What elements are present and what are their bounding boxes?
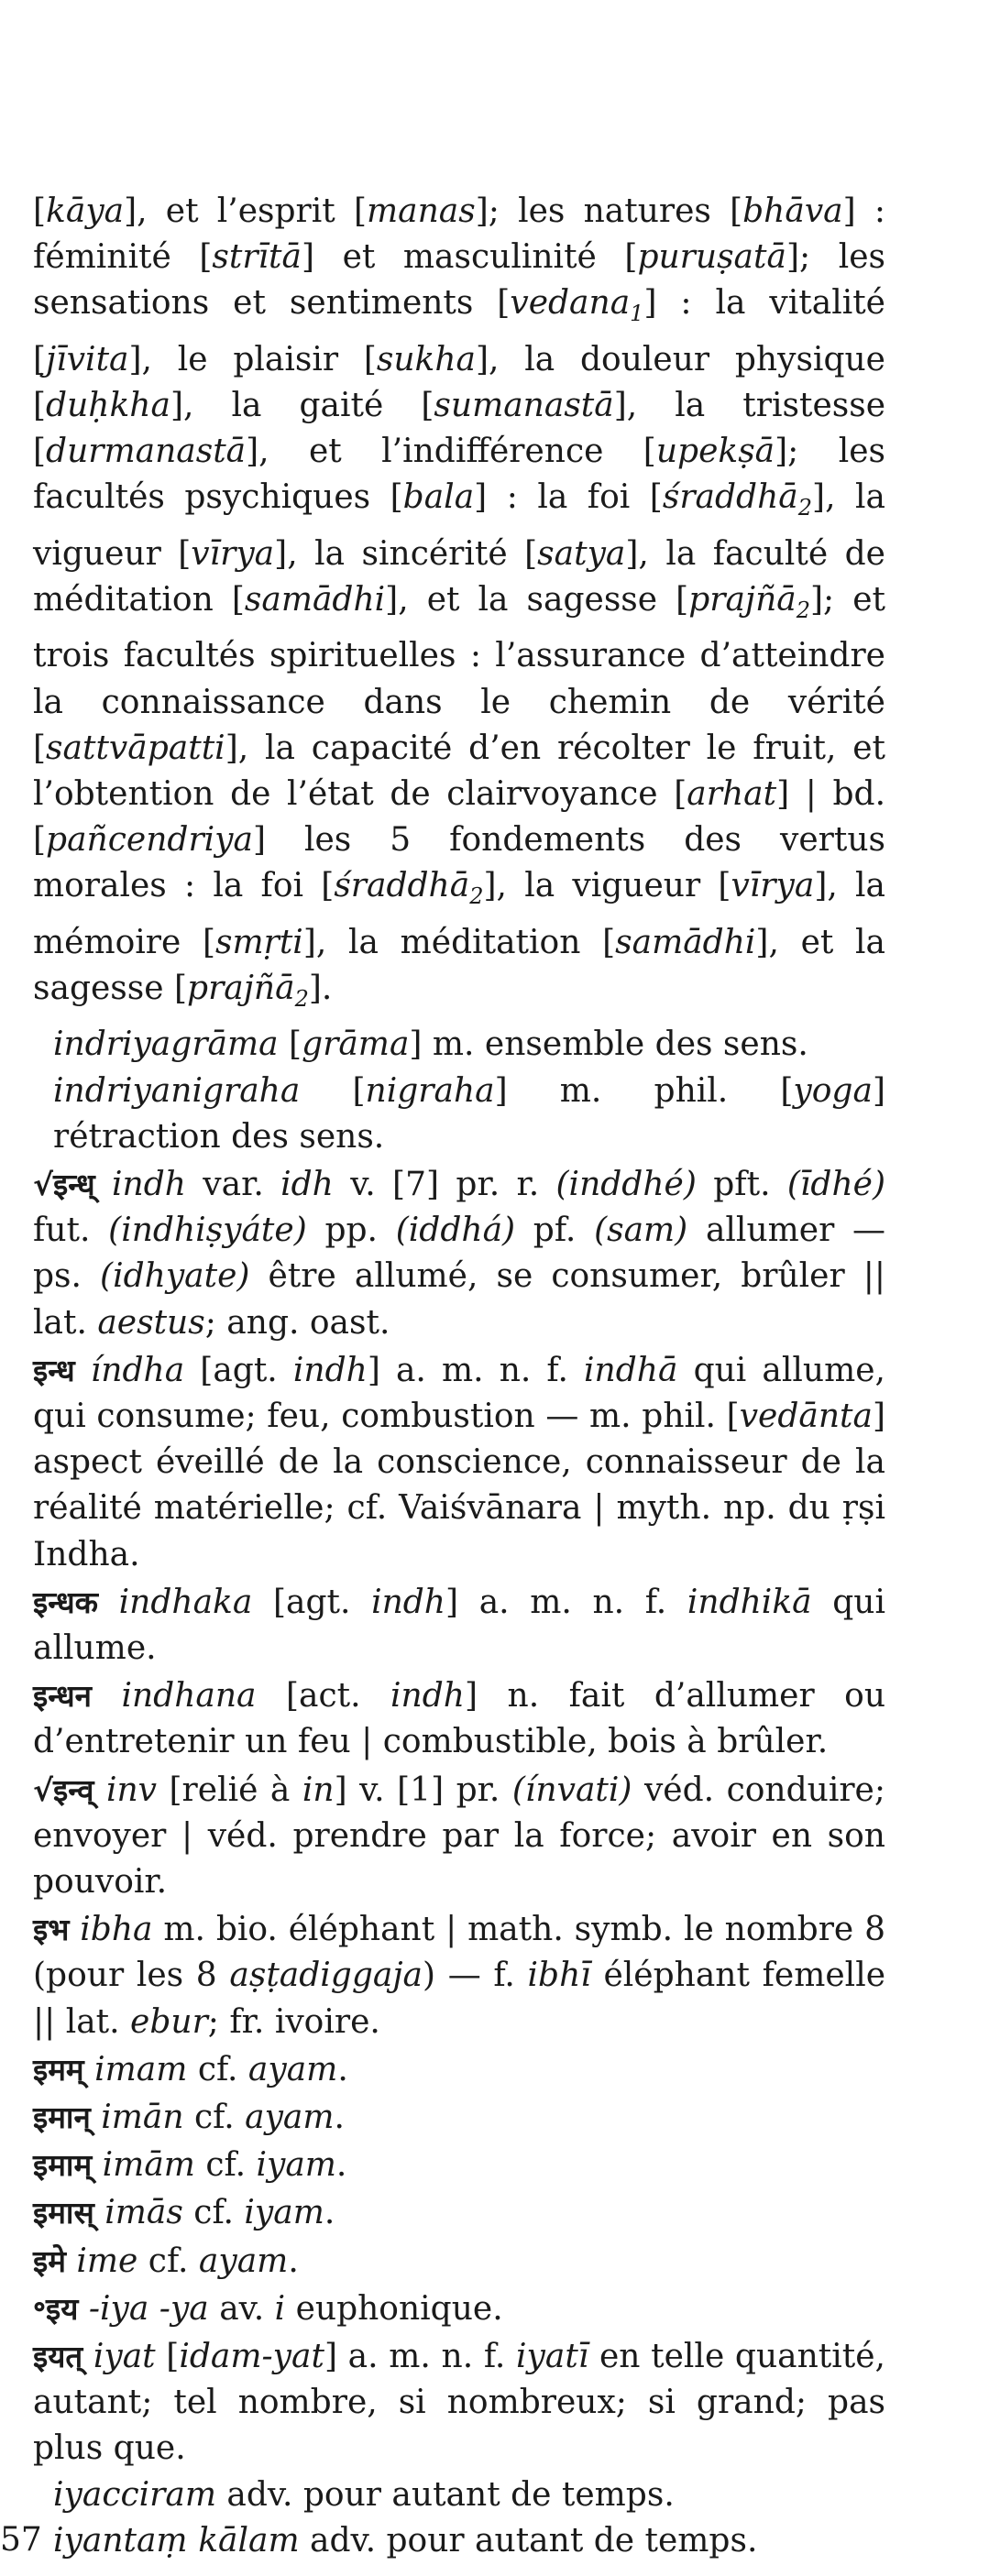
dictionary-entry: इन्धक indhaka [agt. indh] a. m. n. f. indhikā qui allume. xyxy=(33,1583,885,1668)
dictionary-entry: इमे ime cf. ayam. xyxy=(33,2242,299,2280)
dictionary-entry: इमम् imam cf. ayam. xyxy=(33,2050,348,2088)
dictionary-entry: ॰इय -iya -ya av. i euphonique. xyxy=(33,2289,503,2328)
dictionary-entry: इमास् imās cf. iyam. xyxy=(33,2194,335,2232)
dictionary-entry: √इन्व् inv [relié à in] v. [1] pr. (ínvati) véd. conduire; envoyer | véd. prendre par la force; avoir en son pouvoir. xyxy=(33,1770,885,1902)
page-number: 57 xyxy=(0,2521,42,2559)
dictionary-entry: इभ ibha m. bio. éléphant | math. symb. le nombre 8 (pour les 8 aṣṭadiggaja) — f. ibhī éléphant femelle || lat. ebur; fr. ivoire. xyxy=(33,1911,886,2041)
dictionary-text xyxy=(33,189,885,2564)
entry-continuation: [kāya], et l’esprit [manas]; les natures [bhāva] : féminité [strītā] et masculinité [puruṣatā]; les sensations et sentiments [vedana$_1$] : la vitalité [jīvita], le plaisir [sukha], la douleur physique [duḥkha], la gaité [sumanastā], la tristesse [durmanastā], et l’indifférence [upekṣā]; les facultés psychiques [bala] : la foi [śraddhā$_2$], la vigueur [vīrya], la sincérité [satya], la faculté de méditation [samādhi], et la sagesse [prajñā$_2$]; et trois facultés spirituelles : l’assurance d’atteindre la connaissance dans le chemin de vérité [sattvāpatti], la capacité d’en récolter le fruit, et l’obtention de l’état de clairvoyance [arhat] | bd. [pañcendriya] les 5 fondements des vertus morales : la foi [śraddhā$_2$], la vigueur [vīrya], la mémoire [smṛti], la méditation [samādhi], et la sagesse [prajñā$_2$]. xyxy=(33,192,886,1013)
dictionary-entry: इमाम् imām cf. iyam. xyxy=(33,2146,347,2185)
dictionary-entry: इमान् imān cf. ayam. xyxy=(33,2099,345,2137)
dictionary-entry: √इन्ध् indh var. idh v. [7] pr. r. (inddhé) pft. (īdhé) fut. (indhiṣyáte) pp. (iddhá) pf. (sam) allumer — ps. (idhyate) être allumé, se consumer, brûler || lat. aestus; ang. oast. xyxy=(33,1166,886,1342)
dictionary-entry: इन्धन indhana [act. indh] n. fait d’allumer ou d’entretenir un feu | combustible, bois à brûler. xyxy=(33,1677,886,1761)
dictionary-entry: इन्ध índha [agt. indh] a. m. n. f. indhā qui allume, qui consume; feu, combustion — m. phil. [vedānta] aspect éveillé de la conscience, connaisseur de la réalité matérielle; cf. Vaiśvānara | myth. np. du ṛṣi Indha. xyxy=(33,1351,885,1573)
dictionary-entry: iyacciram adv. pour autant de temps. xyxy=(53,2475,675,2514)
dictionary-entry: indriyagrāma [grāma] m. ensemble des sens. xyxy=(53,1025,808,1064)
dictionary-entry: इयत् iyat [idam-yat] a. m. n. f. iyatī en telle quantité, autant; tel nombre, si nombreux; si grand; pas plus que. xyxy=(33,2338,885,2468)
dictionary-entry: indriyanigraha [nigraha] m. phil. [yoga] rétraction des sens. xyxy=(53,1071,885,1156)
dictionary-entry: iyantaṃ kālam adv. pour autant de temps. xyxy=(53,2521,758,2560)
